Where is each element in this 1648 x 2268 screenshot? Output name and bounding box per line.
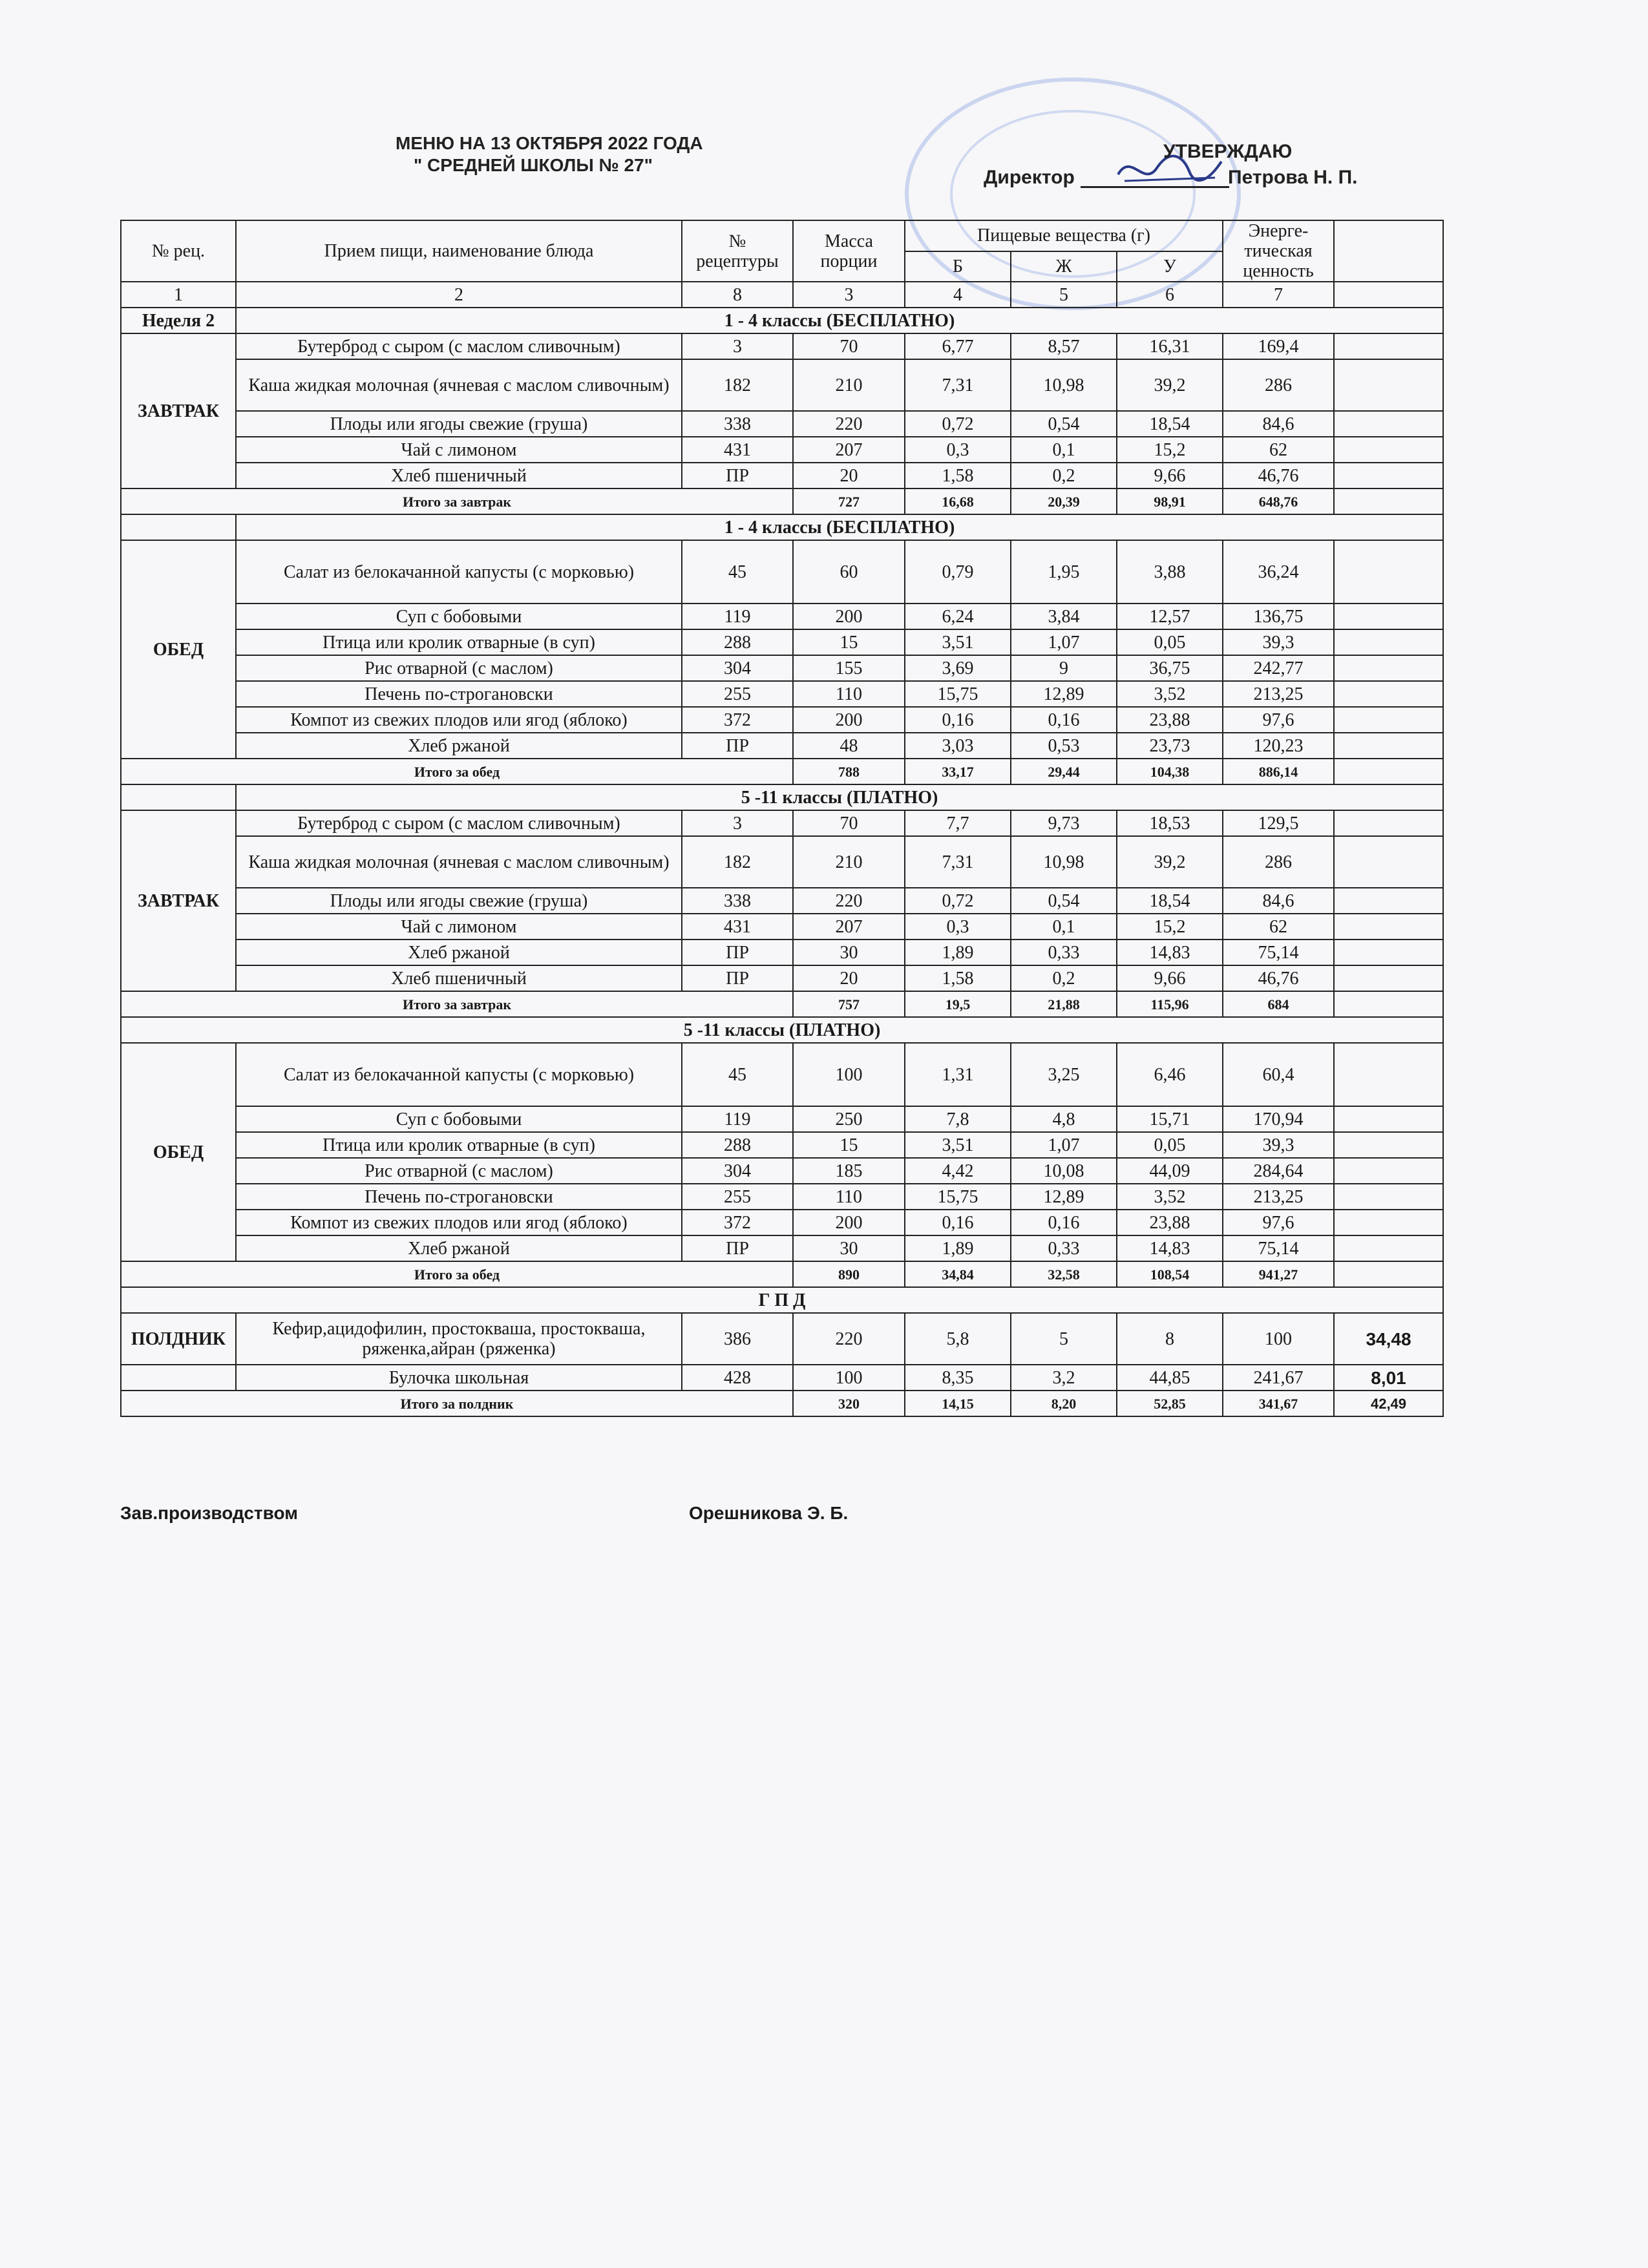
fat-cell: 0,33 <box>1011 940 1117 965</box>
total-carb: 104,38 <box>1117 759 1223 784</box>
total-mass: 788 <box>793 759 905 784</box>
dish-name: Птица или кролик отварные (в суп) <box>236 1132 682 1158</box>
energy-cell: 62 <box>1223 437 1334 463</box>
fat-cell: 3,2 <box>1011 1365 1117 1391</box>
carb-cell: 15,2 <box>1117 437 1223 463</box>
carb-cell: 0,05 <box>1117 1132 1223 1158</box>
dish-name: Печень по-строгановски <box>236 681 682 707</box>
mass-cell: 100 <box>793 1365 905 1391</box>
mass-cell: 220 <box>793 411 905 437</box>
total-energy: 341,67 <box>1223 1391 1334 1416</box>
recipe-cell: 372 <box>682 1210 793 1235</box>
fat-cell: 0,54 <box>1011 411 1117 437</box>
extra-cell <box>1334 333 1443 359</box>
footer-position: Зав.производством <box>120 1503 298 1523</box>
extra-cell <box>1334 437 1443 463</box>
approval-label: УТВЕРЖДАЮ <box>1163 141 1293 162</box>
recipe-cell: 3 <box>682 333 793 359</box>
energy-cell: 242,77 <box>1223 655 1334 681</box>
fat-cell: 12,89 <box>1011 681 1117 707</box>
extra-cell <box>1334 1184 1443 1210</box>
extra-cell <box>1334 1158 1443 1184</box>
fat-cell: 10,08 <box>1011 1158 1117 1184</box>
director-name: Петрова Н. П. <box>1228 167 1358 188</box>
protein-cell: 0,3 <box>905 437 1011 463</box>
extra-cell <box>1334 1235 1443 1261</box>
total-fat: 8,20 <box>1011 1391 1117 1416</box>
carb-cell: 3,88 <box>1117 540 1223 604</box>
energy-cell: 129,5 <box>1223 810 1334 836</box>
total-mass: 320 <box>793 1391 905 1416</box>
protein-cell: 3,03 <box>905 733 1011 759</box>
fat-cell: 0,1 <box>1011 914 1117 940</box>
total-mass: 890 <box>793 1261 905 1287</box>
fat-cell: 0,2 <box>1011 965 1117 991</box>
col-dish-header: Прием пищи, наименование блюда <box>236 220 682 282</box>
mass-cell: 155 <box>793 655 905 681</box>
total-fat: 32,58 <box>1011 1261 1117 1287</box>
total-carb: 108,54 <box>1117 1261 1223 1287</box>
dish-name: Бутерброд с сыром (с маслом сливочным) <box>236 333 682 359</box>
extra-cell <box>1334 488 1443 514</box>
meal-label-cell <box>121 1365 236 1391</box>
fat-cell: 10,98 <box>1011 359 1117 411</box>
recipe-cell: 255 <box>682 681 793 707</box>
recipe-cell: 119 <box>682 604 793 629</box>
fat-cell: 1,07 <box>1011 1132 1117 1158</box>
extra-cell <box>1334 707 1443 733</box>
dish-name: Хлеб пшеничный <box>236 965 682 991</box>
extra-cell <box>1334 1261 1443 1287</box>
mass-cell: 207 <box>793 437 905 463</box>
protein-cell: 5,8 <box>905 1313 1011 1365</box>
fat-cell: 0,33 <box>1011 1235 1117 1261</box>
carb-cell: 44,85 <box>1117 1365 1223 1391</box>
carb-cell: 6,46 <box>1117 1043 1223 1106</box>
extra-cell <box>1334 810 1443 836</box>
extra-cell <box>1334 940 1443 965</box>
fat-cell: 0,54 <box>1011 888 1117 914</box>
energy-cell: 169,4 <box>1223 333 1334 359</box>
mass-cell: 100 <box>793 1043 905 1106</box>
mass-cell: 220 <box>793 888 905 914</box>
fat-cell: 0,2 <box>1011 463 1117 488</box>
carb-cell: 44,09 <box>1117 1158 1223 1184</box>
fat-cell: 0,16 <box>1011 707 1117 733</box>
recipe-cell: 182 <box>682 836 793 888</box>
total-protein: 33,17 <box>905 759 1011 784</box>
energy-cell: 75,14 <box>1223 940 1334 965</box>
dish-name: Печень по-строгановски <box>236 1184 682 1210</box>
energy-cell: 170,94 <box>1223 1106 1334 1132</box>
energy-cell: 136,75 <box>1223 604 1334 629</box>
recipe-cell: 304 <box>682 655 793 681</box>
total-energy: 886,14 <box>1223 759 1334 784</box>
carb-cell: 12,57 <box>1117 604 1223 629</box>
dish-name: Хлеб ржаной <box>236 940 682 965</box>
col-b-header: Б <box>905 251 1011 282</box>
recipe-cell: 428 <box>682 1365 793 1391</box>
protein-cell: 0,72 <box>905 888 1011 914</box>
protein-cell: 1,58 <box>905 965 1011 991</box>
extra-cell: 34,48 <box>1334 1313 1443 1365</box>
total-fat: 21,88 <box>1011 991 1117 1017</box>
extra-cell <box>1334 965 1443 991</box>
protein-cell: 3,51 <box>905 629 1011 655</box>
section-title: Г П Д <box>121 1287 1443 1313</box>
total-carb: 98,91 <box>1117 488 1223 514</box>
recipe-cell: 431 <box>682 914 793 940</box>
mass-cell: 48 <box>793 733 905 759</box>
total-label: Итого за обед <box>121 759 793 784</box>
extra-cell <box>1334 1132 1443 1158</box>
dish-name: Чай с лимоном <box>236 437 682 463</box>
mass-cell: 110 <box>793 1184 905 1210</box>
colnum-cell: 3 <box>793 282 905 308</box>
recipe-cell: 372 <box>682 707 793 733</box>
carb-cell: 9,66 <box>1117 965 1223 991</box>
mass-cell: 185 <box>793 1158 905 1184</box>
total-label: Итого за завтрак <box>121 991 793 1017</box>
energy-cell: 60,4 <box>1223 1043 1334 1106</box>
meal-label-breakfast: ЗАВТРАК <box>121 333 236 488</box>
carb-cell: 23,88 <box>1117 1210 1223 1235</box>
carb-cell: 18,54 <box>1117 888 1223 914</box>
mass-cell: 110 <box>793 681 905 707</box>
recipe-cell: 45 <box>682 1043 793 1106</box>
mass-cell: 20 <box>793 463 905 488</box>
protein-cell: 6,24 <box>905 604 1011 629</box>
recipe-cell: ПР <box>682 965 793 991</box>
extra-cell <box>1334 359 1443 411</box>
total-extra: 42,49 <box>1334 1391 1443 1416</box>
mass-cell: 210 <box>793 836 905 888</box>
fat-cell: 10,98 <box>1011 836 1117 888</box>
fat-cell: 0,16 <box>1011 1210 1117 1235</box>
protein-cell: 1,89 <box>905 1235 1011 1261</box>
fat-cell: 9,73 <box>1011 810 1117 836</box>
fat-cell: 5 <box>1011 1313 1117 1365</box>
carb-cell: 23,88 <box>1117 707 1223 733</box>
section-title: 1 - 4 классы (БЕСПЛАТНО) <box>236 308 1443 333</box>
col-nutrients-header: Пищевые вещества (г) <box>905 220 1223 251</box>
dish-name: Бутерброд с сыром (с маслом сливочным) <box>236 810 682 836</box>
dish-name: Рис отварной (с маслом) <box>236 655 682 681</box>
mass-cell: 200 <box>793 707 905 733</box>
extra-cell <box>1334 991 1443 1017</box>
energy-cell: 286 <box>1223 359 1334 411</box>
energy-cell: 213,25 <box>1223 681 1334 707</box>
extra-cell <box>1334 733 1443 759</box>
protein-cell: 15,75 <box>905 1184 1011 1210</box>
dish-name: Булочка школьная <box>236 1365 682 1391</box>
extra-cell <box>1334 655 1443 681</box>
meal-label-lunch: ОБЕД <box>121 1043 236 1261</box>
protein-cell: 0,16 <box>905 707 1011 733</box>
week-label: Неделя 2 <box>121 308 236 333</box>
protein-cell: 3,69 <box>905 655 1011 681</box>
recipe-cell: 288 <box>682 629 793 655</box>
total-label: Итого за обед <box>121 1261 793 1287</box>
section-left-cell <box>121 514 236 540</box>
protein-cell: 15,75 <box>905 681 1011 707</box>
extra-cell <box>1334 1043 1443 1106</box>
extra-cell <box>1334 540 1443 604</box>
recipe-cell: 386 <box>682 1313 793 1365</box>
carb-cell: 23,73 <box>1117 733 1223 759</box>
col-mass-header: Масса порции <box>793 220 905 282</box>
total-fat: 29,44 <box>1011 759 1117 784</box>
section-title: 5 -11 классы (ПЛАТНО) <box>121 1017 1443 1043</box>
extra-cell <box>1334 888 1443 914</box>
recipe-cell: 338 <box>682 888 793 914</box>
protein-cell: 1,58 <box>905 463 1011 488</box>
protein-cell: 7,31 <box>905 836 1011 888</box>
carb-cell: 39,2 <box>1117 359 1223 411</box>
dish-name: Компот из свежих плодов или ягод (яблоко) <box>236 1210 682 1235</box>
fat-cell: 12,89 <box>1011 1184 1117 1210</box>
recipe-cell: 182 <box>682 359 793 411</box>
carb-cell: 16,31 <box>1117 333 1223 359</box>
protein-cell: 7,7 <box>905 810 1011 836</box>
col-energy-header: Энерге-тическая ценность <box>1223 220 1334 282</box>
energy-cell: 97,6 <box>1223 707 1334 733</box>
energy-cell: 46,76 <box>1223 965 1334 991</box>
carb-cell: 9,66 <box>1117 463 1223 488</box>
extra-cell <box>1334 629 1443 655</box>
recipe-cell: 255 <box>682 1184 793 1210</box>
total-energy: 684 <box>1223 991 1334 1017</box>
mass-cell: 200 <box>793 604 905 629</box>
carb-cell: 15,2 <box>1117 914 1223 940</box>
total-protein: 19,5 <box>905 991 1011 1017</box>
col-zh-header: Ж <box>1011 251 1117 282</box>
mass-cell: 20 <box>793 965 905 991</box>
energy-cell: 120,23 <box>1223 733 1334 759</box>
total-carb: 115,96 <box>1117 991 1223 1017</box>
colnum-cell: 8 <box>682 282 793 308</box>
recipe-cell: 3 <box>682 810 793 836</box>
dish-name: Каша жидкая молочная (ячневая с маслом сливочным) <box>236 359 682 411</box>
extra-cell <box>1334 411 1443 437</box>
director-label: Директор <box>984 167 1075 188</box>
dish-name: Хлеб ржаной <box>236 1235 682 1261</box>
total-mass: 757 <box>793 991 905 1017</box>
section-left-cell <box>121 784 236 810</box>
carb-cell: 18,53 <box>1117 810 1223 836</box>
total-label: Итого за завтрак <box>121 488 793 514</box>
menu-title: МЕНЮ НА 13 ОКТЯБРЯ 2022 ГОДА <box>396 133 703 153</box>
energy-cell: 39,3 <box>1223 1132 1334 1158</box>
dish-name: Чай с лимоном <box>236 914 682 940</box>
dish-name: Компот из свежих плодов или ягод (яблоко) <box>236 707 682 733</box>
meal-label-breakfast: ЗАВТРАК <box>121 810 236 991</box>
extra-cell <box>1334 836 1443 888</box>
mass-cell: 210 <box>793 359 905 411</box>
col-extra-header <box>1334 220 1443 282</box>
fat-cell: 1,07 <box>1011 629 1117 655</box>
dish-name: Хлеб ржаной <box>236 733 682 759</box>
mass-cell: 70 <box>793 333 905 359</box>
energy-cell: 100 <box>1223 1313 1334 1365</box>
extra-cell <box>1334 463 1443 488</box>
mass-cell: 30 <box>793 940 905 965</box>
total-carb: 52,85 <box>1117 1391 1223 1416</box>
protein-cell: 7,31 <box>905 359 1011 411</box>
recipe-cell: 119 <box>682 1106 793 1132</box>
protein-cell: 7,8 <box>905 1106 1011 1132</box>
energy-cell: 84,6 <box>1223 888 1334 914</box>
carb-cell: 15,71 <box>1117 1106 1223 1132</box>
fat-cell: 3,25 <box>1011 1043 1117 1106</box>
fat-cell: 3,84 <box>1011 604 1117 629</box>
carb-cell: 0,05 <box>1117 629 1223 655</box>
meal-label-lunch: ОБЕД <box>121 540 236 759</box>
total-protein: 34,84 <box>905 1261 1011 1287</box>
total-fat: 20,39 <box>1011 488 1117 514</box>
protein-cell: 8,35 <box>905 1365 1011 1391</box>
fat-cell: 8,57 <box>1011 333 1117 359</box>
extra-cell <box>1334 681 1443 707</box>
carb-cell: 14,83 <box>1117 940 1223 965</box>
protein-cell: 3,51 <box>905 1132 1011 1158</box>
col-num-header: № рец. <box>121 220 236 282</box>
mass-cell: 15 <box>793 629 905 655</box>
colnum-cell: 4 <box>905 282 1011 308</box>
col-u-header: У <box>1117 251 1223 282</box>
energy-cell: 84,6 <box>1223 411 1334 437</box>
energy-cell: 62 <box>1223 914 1334 940</box>
mass-cell: 220 <box>793 1313 905 1365</box>
fat-cell: 9 <box>1011 655 1117 681</box>
dish-name: Хлеб пшеничный <box>236 463 682 488</box>
mass-cell: 30 <box>793 1235 905 1261</box>
extra-cell <box>1334 1106 1443 1132</box>
recipe-cell: 338 <box>682 411 793 437</box>
dish-name: Салат из белокачанной капусты (с морковью) <box>236 540 682 604</box>
dish-name: Суп с бобовыми <box>236 1106 682 1132</box>
carb-cell: 39,2 <box>1117 836 1223 888</box>
school-name: " СРЕДНЕЙ ШКОЛЫ № 27" <box>414 155 653 175</box>
dish-name: Кефир,ацидофилин, простокваша, простокваша, ряженка,айран (ряженка) <box>236 1313 682 1365</box>
total-energy: 648,76 <box>1223 488 1334 514</box>
dish-name: Суп с бобовыми <box>236 604 682 629</box>
recipe-cell: ПР <box>682 940 793 965</box>
extra-cell <box>1334 914 1443 940</box>
energy-cell: 75,14 <box>1223 1235 1334 1261</box>
menu-table <box>120 220 1444 1417</box>
carb-cell: 14,83 <box>1117 1235 1223 1261</box>
colnum-cell: 1 <box>121 282 236 308</box>
recipe-cell: ПР <box>682 463 793 488</box>
energy-cell: 97,6 <box>1223 1210 1334 1235</box>
carb-cell: 3,52 <box>1117 681 1223 707</box>
total-protein: 14,15 <box>905 1391 1011 1416</box>
fat-cell: 0,1 <box>1011 437 1117 463</box>
colnum-cell: 2 <box>236 282 682 308</box>
energy-cell: 46,76 <box>1223 463 1334 488</box>
colnum-cell: 5 <box>1011 282 1117 308</box>
energy-cell: 286 <box>1223 836 1334 888</box>
recipe-cell: ПР <box>682 733 793 759</box>
colnum-cell <box>1334 282 1443 308</box>
mass-cell: 15 <box>793 1132 905 1158</box>
mass-cell: 200 <box>793 1210 905 1235</box>
recipe-cell: 45 <box>682 540 793 604</box>
mass-cell: 60 <box>793 540 905 604</box>
dish-name: Плоды или ягоды свежие (груша) <box>236 888 682 914</box>
footer-name: Орешникова Э. Б. <box>689 1503 849 1523</box>
dish-name: Каша жидкая молочная (ячневая с маслом сливочным) <box>236 836 682 888</box>
fat-cell: 1,95 <box>1011 540 1117 604</box>
carb-cell: 8 <box>1117 1313 1223 1365</box>
energy-cell: 39,3 <box>1223 629 1334 655</box>
total-energy: 941,27 <box>1223 1261 1334 1287</box>
total-label: Итого за полдник <box>121 1391 793 1416</box>
recipe-cell: 431 <box>682 437 793 463</box>
recipe-cell: 288 <box>682 1132 793 1158</box>
energy-cell: 213,25 <box>1223 1184 1334 1210</box>
protein-cell: 4,42 <box>905 1158 1011 1184</box>
fat-cell: 0,53 <box>1011 733 1117 759</box>
section-title: 5 -11 классы (ПЛАТНО) <box>236 784 1443 810</box>
total-protein: 16,68 <box>905 488 1011 514</box>
protein-cell: 0,16 <box>905 1210 1011 1235</box>
dish-name: Рис отварной (с маслом) <box>236 1158 682 1184</box>
extra-cell: 8,01 <box>1334 1365 1443 1391</box>
carb-cell: 18,54 <box>1117 411 1223 437</box>
signature-line <box>1081 186 1229 188</box>
carb-cell: 36,75 <box>1117 655 1223 681</box>
fat-cell: 4,8 <box>1011 1106 1117 1132</box>
total-mass: 727 <box>793 488 905 514</box>
col-recipe-header: № рецептуры <box>682 220 793 282</box>
extra-cell <box>1334 759 1443 784</box>
protein-cell: 0,3 <box>905 914 1011 940</box>
colnum-cell: 7 <box>1223 282 1334 308</box>
carb-cell: 3,52 <box>1117 1184 1223 1210</box>
dish-name: Плоды или ягоды свежие (груша) <box>236 411 682 437</box>
protein-cell: 1,89 <box>905 940 1011 965</box>
extra-cell <box>1334 1210 1443 1235</box>
energy-cell: 36,24 <box>1223 540 1334 604</box>
colnum-cell: 6 <box>1117 282 1223 308</box>
mass-cell: 70 <box>793 810 905 836</box>
dish-name: Птица или кролик отварные (в суп) <box>236 629 682 655</box>
meal-label-snack: ПОЛДНИК <box>121 1313 236 1365</box>
protein-cell: 6,77 <box>905 333 1011 359</box>
mass-cell: 207 <box>793 914 905 940</box>
energy-cell: 284,64 <box>1223 1158 1334 1184</box>
extra-cell <box>1334 604 1443 629</box>
section-title: 1 - 4 классы (БЕСПЛАТНО) <box>236 514 1443 540</box>
dish-name: Салат из белокачанной капусты (с морковью) <box>236 1043 682 1106</box>
recipe-cell: ПР <box>682 1235 793 1261</box>
mass-cell: 250 <box>793 1106 905 1132</box>
protein-cell: 1,31 <box>905 1043 1011 1106</box>
energy-cell: 241,67 <box>1223 1365 1334 1391</box>
protein-cell: 0,79 <box>905 540 1011 604</box>
recipe-cell: 304 <box>682 1158 793 1184</box>
protein-cell: 0,72 <box>905 411 1011 437</box>
